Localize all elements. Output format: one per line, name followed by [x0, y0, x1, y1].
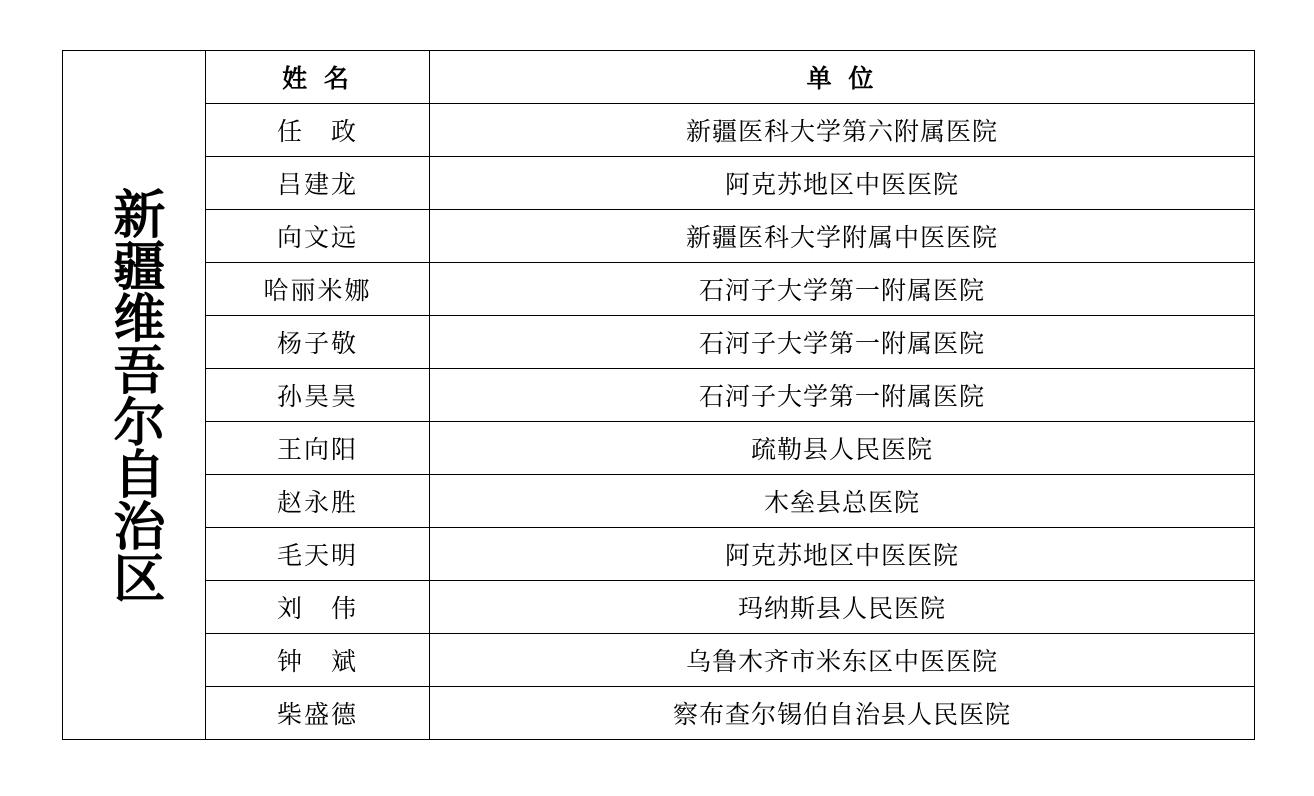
roster-table — [62, 50, 1255, 740]
cell-name: 吕建龙 — [206, 157, 430, 210]
table-header-row — [63, 51, 1255, 104]
cell-name: 钟 斌 — [206, 634, 430, 687]
cell-unit: 木垒县总医院 — [430, 475, 1255, 528]
table-row — [63, 475, 1255, 528]
cell-name: 柴盛德 — [206, 687, 430, 740]
table-row — [63, 634, 1255, 687]
cell-name: 向文远 — [206, 210, 430, 263]
cell-name: 哈丽米娜 — [206, 263, 430, 316]
cell-unit: 阿克苏地区中医医院 — [430, 528, 1255, 581]
cell-name: 赵永胜 — [206, 475, 430, 528]
cell-name: 毛天明 — [206, 528, 430, 581]
table-row — [63, 687, 1255, 740]
table-row — [63, 369, 1255, 422]
table-row — [63, 316, 1255, 369]
cell-unit: 石河子大学第一附属医院 — [430, 369, 1255, 422]
region-label: 新疆维吾尔自治区 — [103, 187, 165, 603]
table-row — [63, 581, 1255, 634]
cell-name: 刘 伟 — [206, 581, 430, 634]
table-row — [63, 104, 1255, 157]
cell-unit: 玛纳斯县人民医院 — [430, 581, 1255, 634]
table-row — [63, 157, 1255, 210]
cell-unit: 阿克苏地区中医医院 — [430, 157, 1255, 210]
table-row — [63, 422, 1255, 475]
cell-unit: 乌鲁木齐市米东区中医医院 — [430, 634, 1255, 687]
cell-name: 孙昊昊 — [206, 369, 430, 422]
cell-unit: 察布查尔锡伯自治县人民医院 — [430, 687, 1255, 740]
cell-name: 杨子敬 — [206, 316, 430, 369]
table-row — [63, 210, 1255, 263]
cell-unit: 石河子大学第一附属医院 — [430, 316, 1255, 369]
cell-name: 王向阳 — [206, 422, 430, 475]
roster-table-container — [62, 50, 1254, 740]
column-header-name: 姓 名 — [206, 51, 430, 104]
cell-unit: 疏勒县人民医院 — [430, 422, 1255, 475]
column-header-unit: 单 位 — [430, 51, 1255, 104]
table-row — [63, 528, 1255, 581]
cell-unit: 新疆医科大学附属中医医院 — [430, 210, 1255, 263]
cell-unit: 石河子大学第一附属医院 — [430, 263, 1255, 316]
cell-name: 任 政 — [206, 104, 430, 157]
region-cell — [63, 51, 206, 740]
table-row — [63, 263, 1255, 316]
cell-unit: 新疆医科大学第六附属医院 — [430, 104, 1255, 157]
